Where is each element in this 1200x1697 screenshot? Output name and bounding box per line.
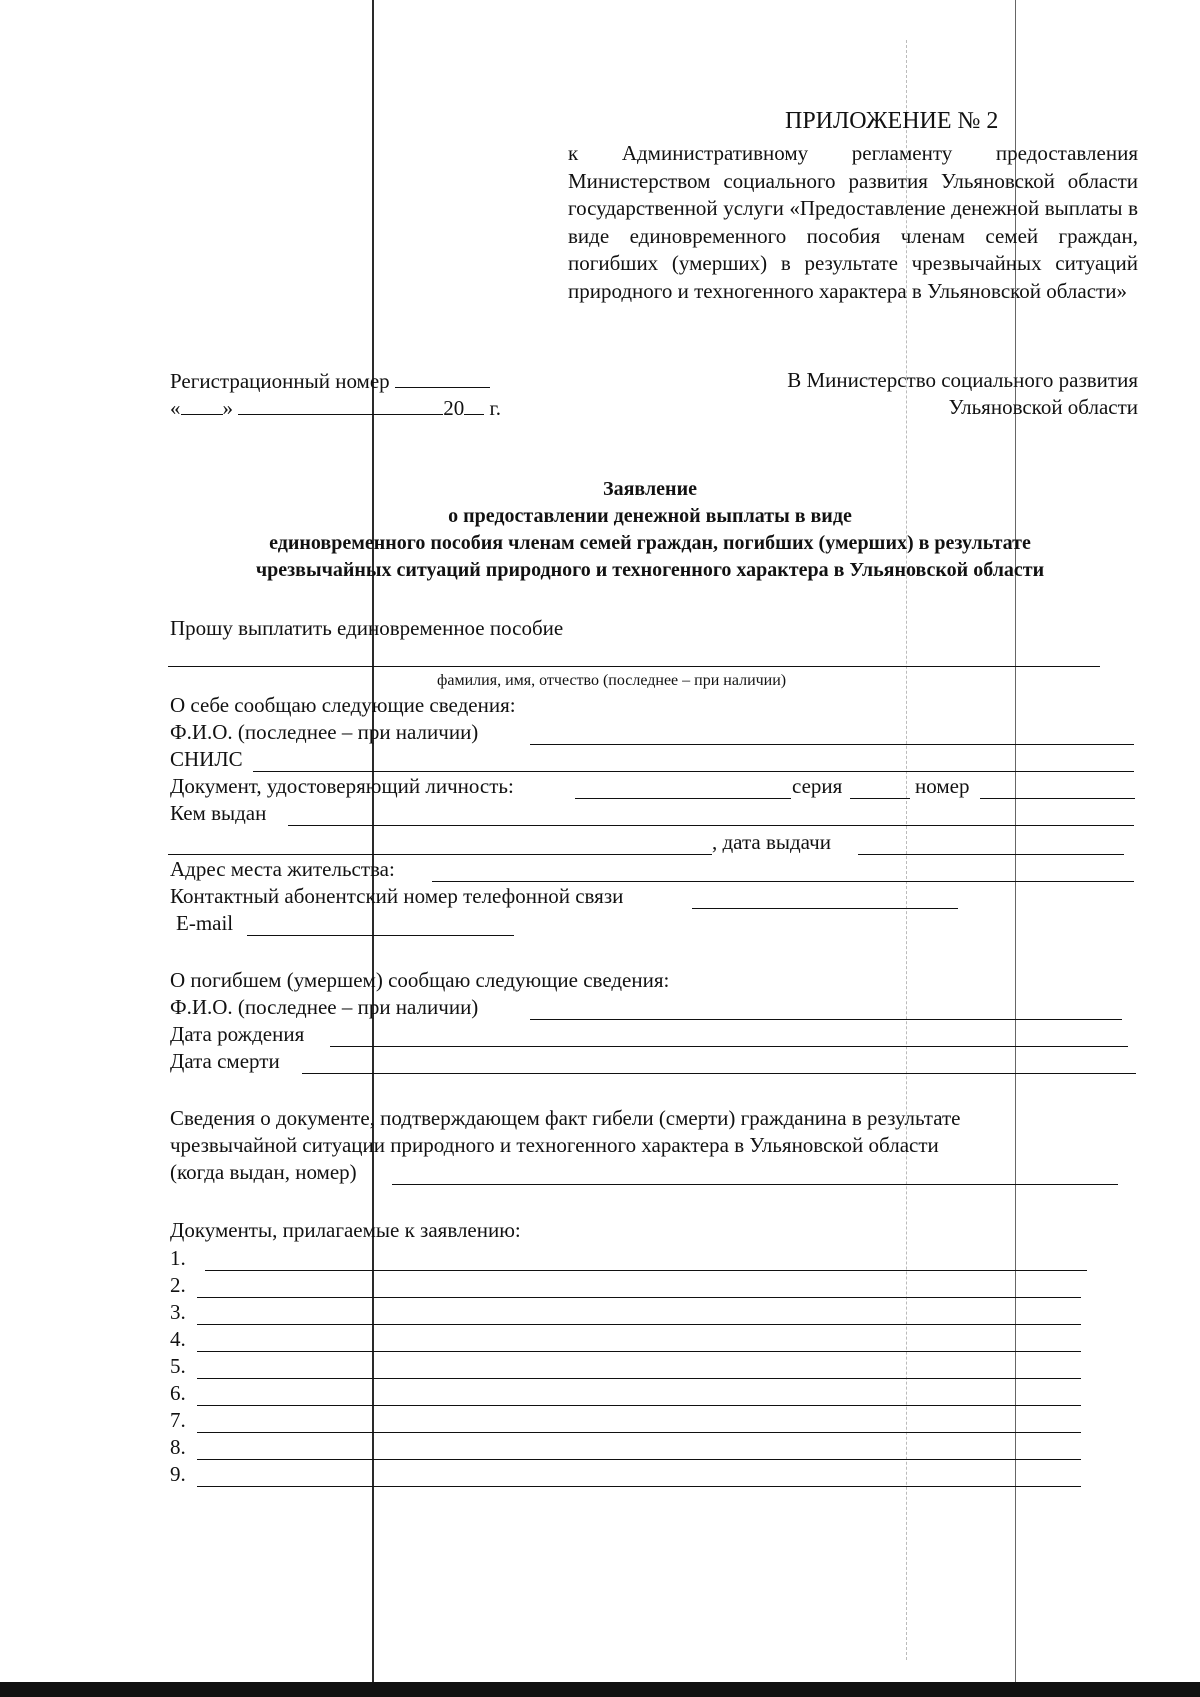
application-title-block: [150, 476, 1150, 584]
death-document-field[interactable]: [392, 1184, 1118, 1185]
attachment-field-3[interactable]: [197, 1324, 1081, 1325]
attachment-number: 3.: [170, 1300, 186, 1324]
issued-by-label: Кем выдан: [170, 801, 267, 825]
date-year-field[interactable]: [464, 394, 484, 415]
attachment-number: 1.: [170, 1246, 186, 1270]
issue-date-label: , дата выдачи: [712, 830, 831, 854]
registration-number-row: [170, 367, 490, 394]
phone-field[interactable]: [692, 908, 958, 909]
recipient-name-field[interactable]: [168, 666, 1100, 667]
id-series-field[interactable]: [850, 798, 910, 799]
application-subtitle-1: о предоставлении денежной выплаты в виде: [448, 505, 852, 527]
email-field[interactable]: [247, 935, 514, 936]
attachment-field-4[interactable]: [197, 1351, 1081, 1352]
self-fio-field[interactable]: [530, 744, 1134, 745]
attachment-field-5[interactable]: [197, 1378, 1081, 1379]
addressee-line-2: Ульяновской области: [948, 395, 1138, 419]
attachment-field-9[interactable]: [197, 1486, 1081, 1487]
attachment-number: 2.: [170, 1273, 186, 1297]
death-date-label: Дата смерти: [170, 1049, 280, 1073]
deceased-fio-field[interactable]: [530, 1019, 1122, 1020]
attachments-heading: Документы, прилагаемые к заявлению:: [170, 1218, 521, 1242]
id-number-label: номер: [915, 774, 970, 798]
year-prefix: 20: [443, 396, 465, 420]
registration-number-label: Регистрационный номер: [170, 369, 390, 393]
attachment-field-6[interactable]: [197, 1405, 1081, 1406]
year-suffix: г.: [489, 396, 501, 420]
attachment-field-7[interactable]: [197, 1432, 1081, 1433]
id-series-label: серия: [792, 774, 843, 798]
issue-date-field[interactable]: [858, 854, 1124, 855]
request-text: Прошу выплатить единовременное пособие: [170, 616, 564, 640]
death-document-line-3: (когда выдан, номер): [170, 1160, 357, 1184]
attachment-field-2[interactable]: [197, 1297, 1081, 1298]
scan-bottom-edge: [0, 1682, 1200, 1697]
attachment-number: 8.: [170, 1435, 186, 1459]
id-document-label: Документ, удостоверяющий личность:: [170, 774, 514, 798]
death-date-field[interactable]: [302, 1073, 1136, 1074]
appendix-title: ПРИЛОЖЕНИЕ № 2: [785, 108, 999, 134]
attachment-field-8[interactable]: [197, 1459, 1081, 1460]
birth-date-label: Дата рождения: [170, 1022, 305, 1046]
addressee-line-1: В Министерство социального развития: [787, 368, 1138, 392]
attachment-number: 9.: [170, 1462, 186, 1486]
issued-by-field[interactable]: [288, 825, 1134, 826]
appendix-text: к Административному регламенту предоставления Министерством социального развития Ульяновской области государственной услуги «Предоставление денежной выплаты в виде единовременного пособия членам семей граждан, погибших (умерших) в результате чрезвычайных ситуаций природного и техногенного характера в Ульяновской области»: [568, 141, 1138, 303]
death-document-line-1: Сведения о документе, подтверждающем факт гибели (смерти) гражданина в результате: [170, 1106, 961, 1130]
application-subtitle-2: единовременного пособия членам семей граждан, погибших (умерших) в результате: [269, 532, 1031, 554]
application-subtitle-3: чрезвычайных ситуаций природного и техногенного характера в Ульяновской области: [255, 559, 1045, 581]
scan-artifact-line: [372, 0, 374, 1697]
address-field[interactable]: [432, 881, 1134, 882]
registration-date-row: [170, 394, 501, 421]
deceased-heading: О погибшем (умершем) сообщаю следующие сведения:: [170, 968, 670, 992]
snils-field[interactable]: [253, 771, 1134, 772]
birth-date-field[interactable]: [330, 1046, 1128, 1047]
attachment-number: 5.: [170, 1354, 186, 1378]
registration-number-field[interactable]: [395, 367, 490, 388]
self-heading: О себе сообщаю следующие сведения:: [170, 693, 516, 717]
deceased-fio-label: Ф.И.О. (последнее – при наличии): [170, 995, 479, 1019]
date-month-field[interactable]: [238, 394, 443, 415]
attachment-number: 4.: [170, 1327, 186, 1351]
id-number-field[interactable]: [980, 798, 1135, 799]
application-title: Заявление: [603, 478, 697, 500]
email-label: E-mail: [176, 911, 234, 935]
attachment-number: 6.: [170, 1381, 186, 1405]
id-document-type-field[interactable]: [575, 798, 791, 799]
date-day-field[interactable]: [181, 394, 223, 415]
attachment-field-1[interactable]: [205, 1270, 1087, 1271]
date-open-quote: «: [170, 396, 181, 420]
death-document-line-2: чрезвычайной ситуации природного и техногенного характера в Ульяновской области: [170, 1133, 939, 1157]
phone-label: Контактный абонентский номер телефонной связи: [170, 884, 624, 908]
self-fio-label: Ф.И.О. (последнее – при наличии): [170, 720, 479, 744]
attachment-number: 7.: [170, 1408, 186, 1432]
issued-by-field-continued[interactable]: [168, 854, 712, 855]
recipient-name-caption: фамилия, имя, отчество (последнее – при наличии): [437, 672, 787, 689]
address-label: Адрес места жительства:: [170, 857, 395, 881]
snils-label: СНИЛС: [170, 747, 243, 771]
addressee-block: [787, 367, 1138, 421]
date-close-quote: »: [222, 396, 233, 420]
